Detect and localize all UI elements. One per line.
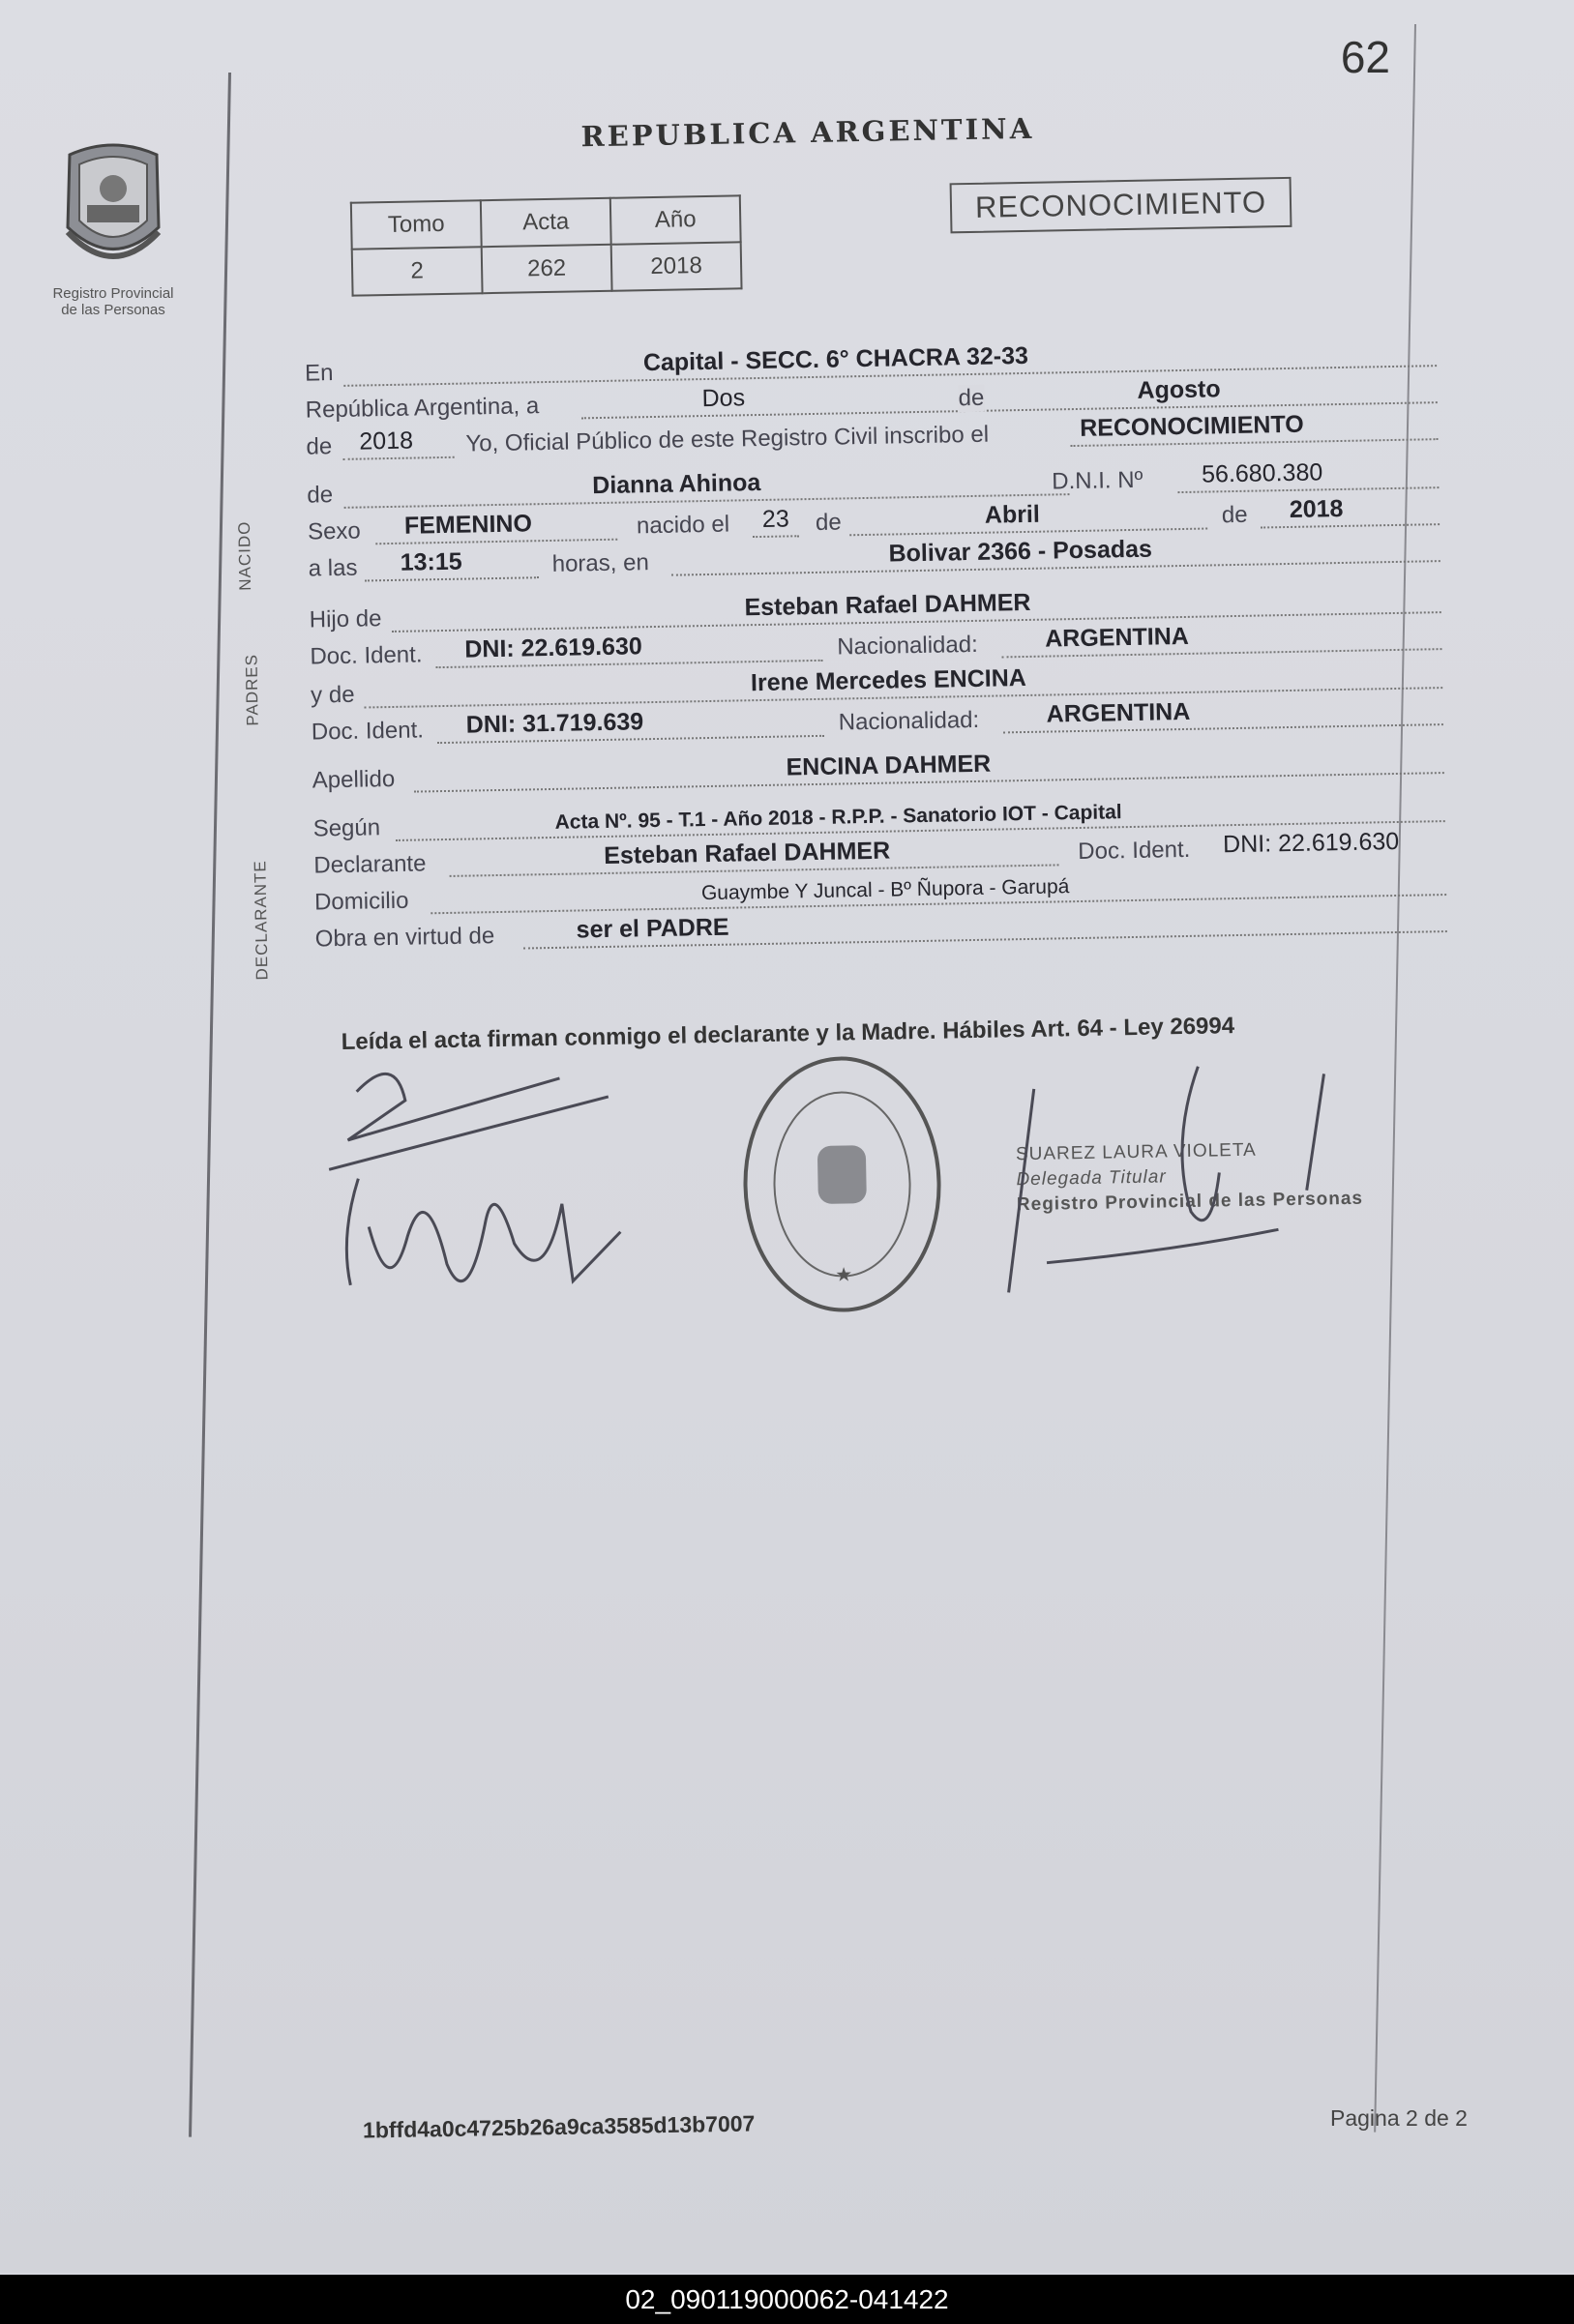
value-doc-declarante: DNI: 22.619.630	[1222, 827, 1400, 859]
value-doc-padre: DNI: 22.619.630	[464, 632, 643, 663]
registry-stamp	[724, 1037, 980, 1332]
table-value-tomo: 2	[352, 247, 483, 295]
label-en: En	[304, 360, 334, 387]
document-hash: 1bffd4a0c4725b26a9ca3585d13b7007	[362, 2110, 756, 2143]
label-nacionalidad-madre: Nacionalidad:	[838, 706, 980, 736]
value-lugar: Capital - SECC. 6° CHACRA 32-33	[642, 341, 1029, 377]
value-declarante: Esteban Rafael DAHMER	[604, 837, 891, 870]
official-signature	[975, 1064, 1366, 1293]
value-segun: Acta Nº. 95 - T.1 - Año 2018 - R.P.P. - Sanatorio IOT - Capital	[554, 801, 1122, 834]
value-madre: Irene Mercedes ENCINA	[750, 663, 1027, 697]
side-label-declarante: DECLARANTE	[251, 860, 272, 981]
label-obra: Obra en virtud de	[314, 923, 495, 953]
logo-caption-line1: Registro Provincial	[52, 285, 174, 302]
label-nacido-el: nacido el	[636, 511, 730, 540]
label-de-mes: de	[958, 384, 985, 412]
value-hora: 13:15	[400, 547, 462, 576]
table-header-anio: Año	[610, 195, 741, 244]
value-padre: Esteban Rafael DAHMER	[744, 588, 1031, 622]
side-label-nacido: NACIDO	[234, 520, 255, 591]
label-de-anio: de	[306, 433, 333, 460]
label-segun: Según	[312, 814, 381, 842]
label-de-mes-nacimiento: de	[815, 509, 842, 536]
label-doc-madre: Doc. Ident.	[311, 717, 425, 746]
value-nacionalidad-padre: ARGENTINA	[1044, 622, 1190, 653]
official-name: SUAREZ LAURA VIOLETA	[1015, 1139, 1257, 1165]
value-lugar-nacimiento: Bolivar 2366 - Posadas	[888, 535, 1153, 568]
label-apellido: Apellido	[312, 765, 396, 794]
value-mes: Agosto	[1137, 375, 1221, 404]
value-domicilio: Guaymbe Y Juncal - Bº Ñupora - Garupá	[700, 875, 1070, 905]
document-title: REPUBLICA ARGENTINA	[580, 111, 1035, 154]
file-id-bar: 02_090119000062-041422	[0, 2275, 1574, 2324]
table-header-tomo: Tomo	[351, 200, 482, 249]
registry-logo	[50, 135, 176, 318]
certificate-body	[234, 86, 1446, 1944]
table-value-acta: 262	[482, 245, 612, 293]
label-doc-padre: Doc. Ident.	[310, 641, 423, 670]
value-obra: ser el PADRE	[576, 913, 729, 944]
pagination: Pagina 2 de 2	[1330, 2105, 1468, 2131]
text-oficial: Yo, Oficial Público de este Registro Civil inscribo el	[465, 421, 990, 457]
provincial-seal-icon	[50, 135, 176, 280]
label-nacionalidad-padre: Nacionalidad:	[837, 631, 979, 661]
value-mes-nacimiento: Abril	[984, 500, 1041, 529]
value-sexo: FEMENINO	[403, 510, 533, 540]
official-office: Registro Provincial de las Personas	[1016, 1188, 1364, 1216]
label-sexo: Sexo	[307, 517, 362, 545]
logo-caption-line2: de las Personas	[61, 302, 165, 318]
label-hijo-de: Hijo de	[309, 605, 382, 633]
registry-table	[350, 194, 743, 296]
label-y-de: y de	[310, 681, 355, 709]
svg-text:★: ★	[835, 1264, 853, 1286]
value-dni-nacido: 56.680.380	[1201, 458, 1323, 488]
table-value-anio: 2018	[611, 242, 742, 290]
side-label-padres: PADRES	[242, 653, 262, 726]
value-anio-nacimiento: 2018	[1289, 494, 1344, 523]
table-header-acta: Acta	[481, 198, 611, 247]
value-tipo-acto: RECONOCIMIENTO	[1079, 410, 1304, 442]
label-declarante: Declarante	[313, 850, 427, 879]
label-dni: D.N.I. Nº	[1051, 466, 1143, 495]
value-nombre: Dianna Ahinoa	[591, 468, 761, 500]
document-type-box: RECONOCIMIENTO	[950, 177, 1292, 233]
value-dia: Dos	[701, 384, 746, 413]
row-apellido	[312, 741, 1443, 798]
official-role: Delegada Titular	[1016, 1166, 1167, 1191]
label-de-nombre: de	[307, 482, 334, 509]
label-doc-declarante: Doc. Ident.	[1078, 836, 1191, 866]
value-nacionalidad-madre: ARGENTINA	[1046, 697, 1191, 728]
value-doc-madre: DNI: 31.719.639	[465, 708, 644, 739]
page-number: 62	[1340, 32, 1390, 82]
label-de-anio-nacimiento: de	[1221, 501, 1248, 529]
value-apellido: ENCINA DAHMER	[786, 750, 992, 781]
value-dia-nacimiento: 23	[761, 505, 789, 533]
label-horas-en: horas, en	[551, 549, 650, 577]
label-republica: República Argentina, a	[305, 393, 540, 424]
value-anio-inscripcion: 2018	[359, 427, 414, 456]
label-a-las: a las	[308, 554, 358, 582]
declarant-signature	[317, 1057, 651, 1314]
label-domicilio: Domicilio	[313, 887, 409, 916]
closing-statement: Leída el acta firman conmigo el declarante y la Madre. Hábiles Art. 64 - Ley 26994	[341, 1013, 1235, 1056]
